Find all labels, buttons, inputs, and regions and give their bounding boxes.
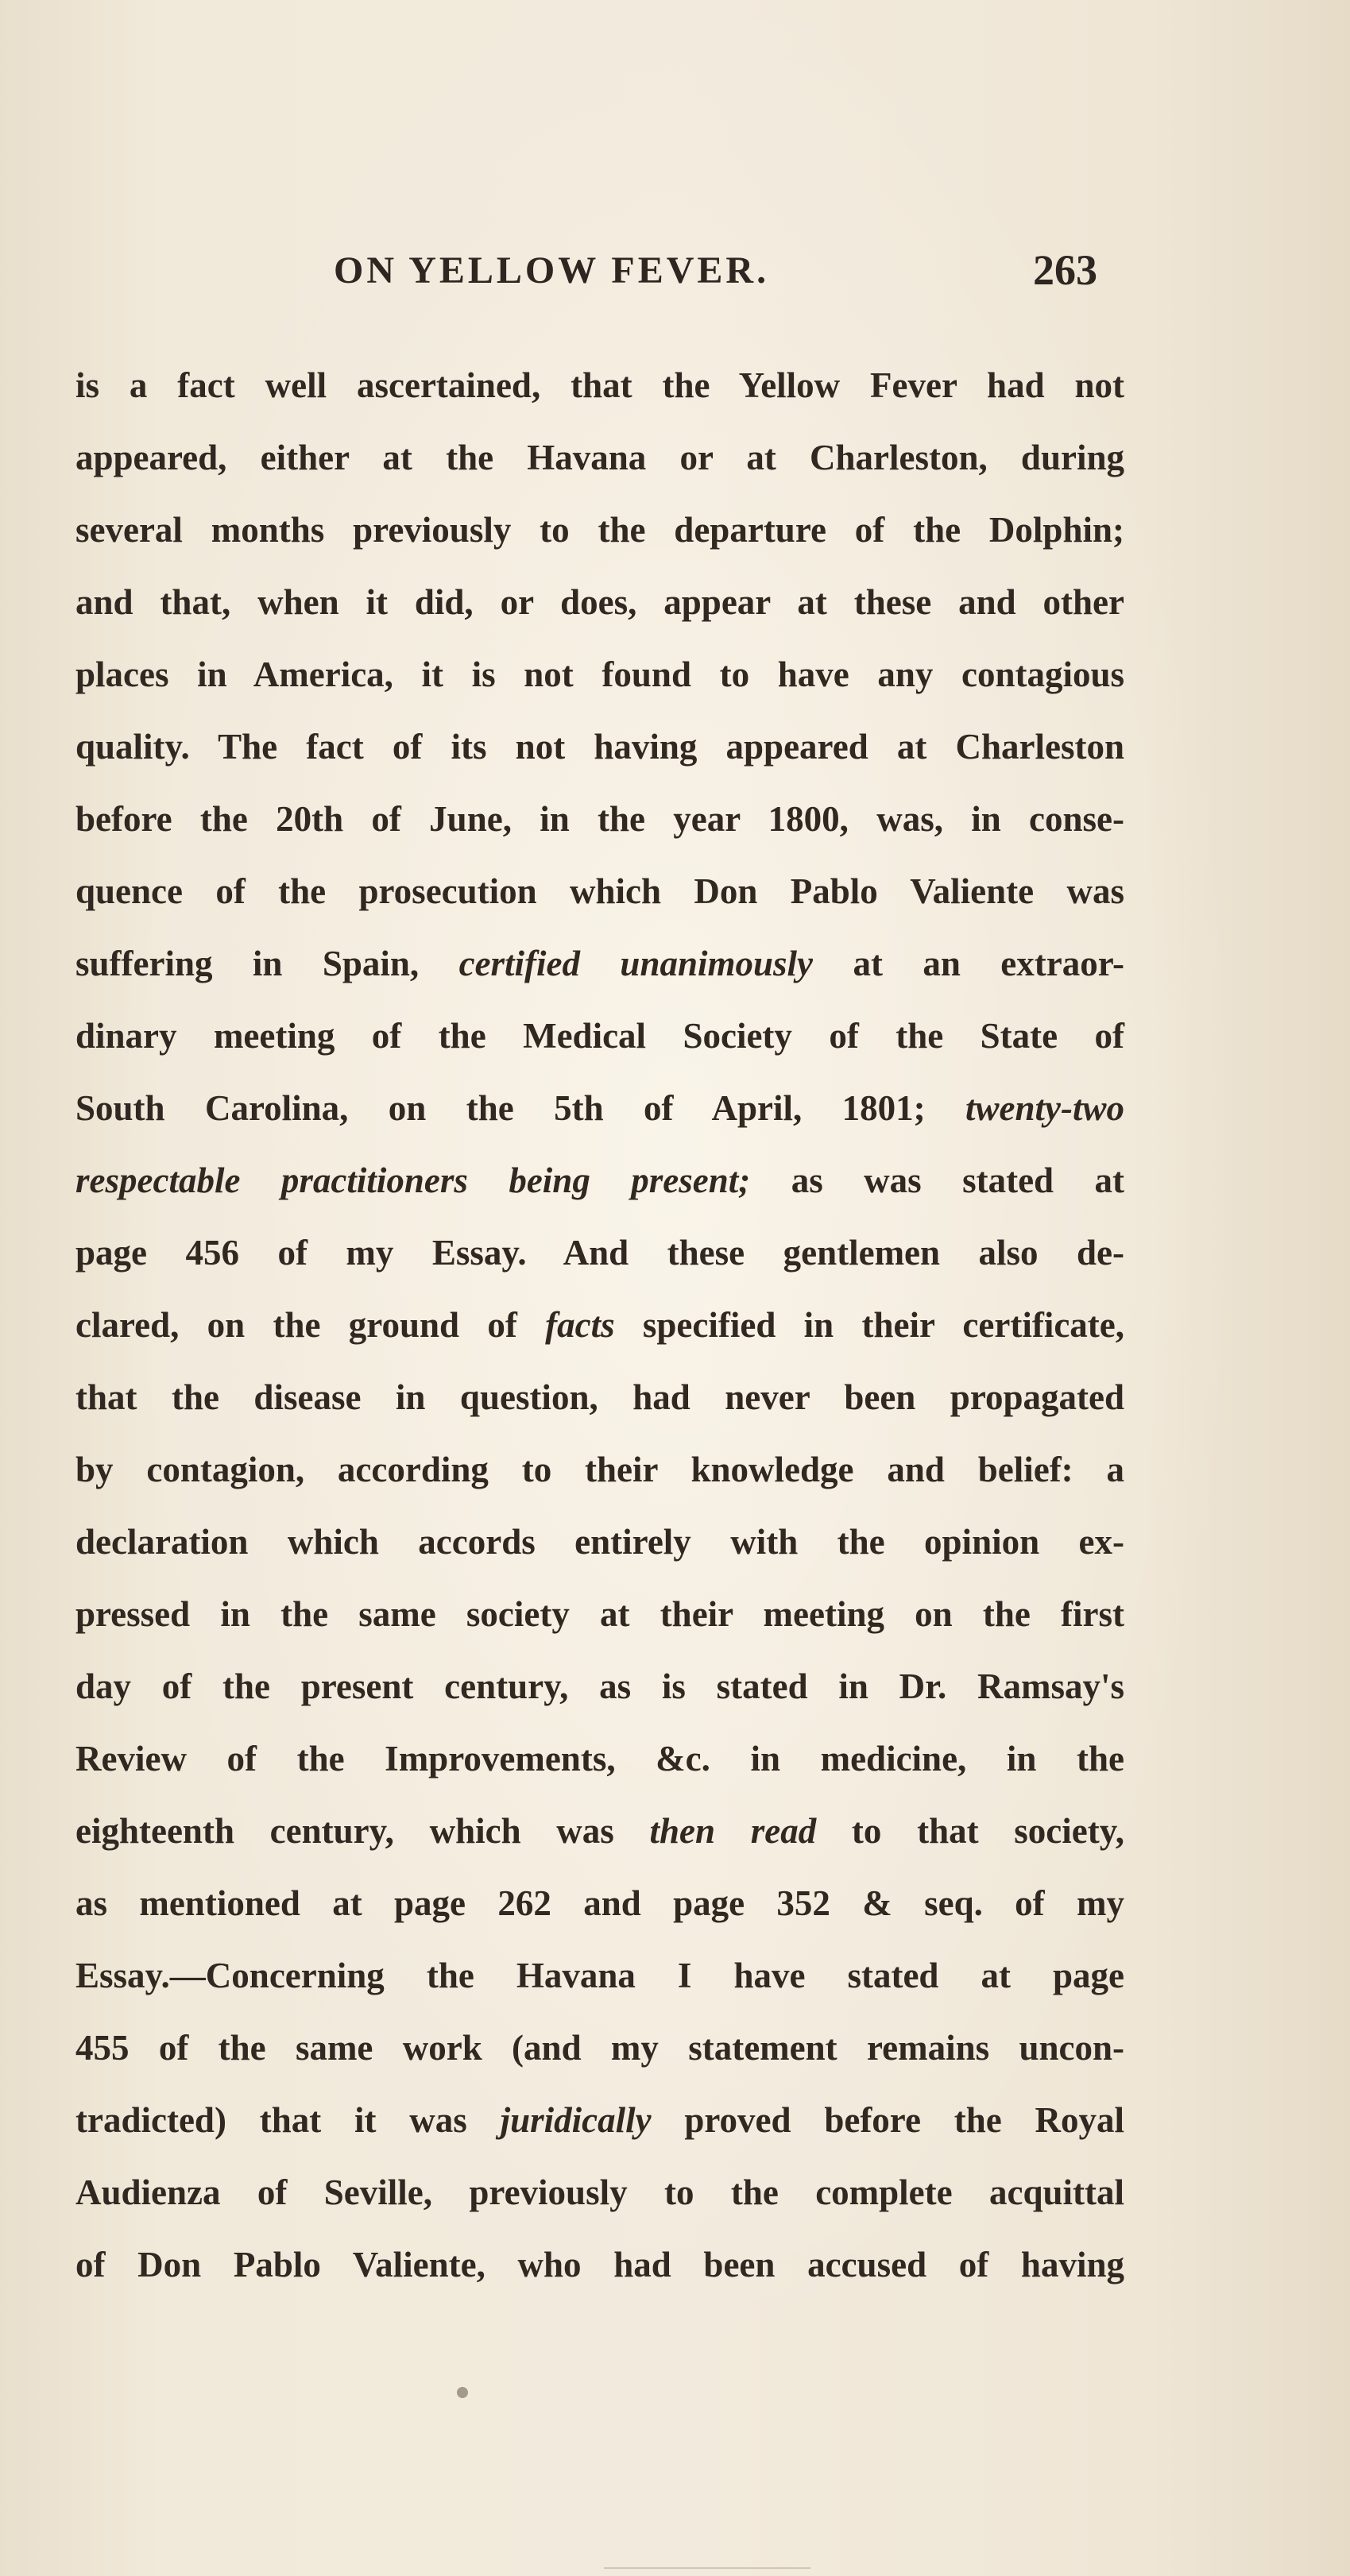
italic-segment: certified unanimously: [458, 944, 814, 983]
text-line: [75, 1940, 1124, 2012]
line-segment: of Don Pablo Valiente, who had been accused of having: [75, 2245, 1124, 2284]
italic-segment: facts: [545, 1305, 615, 1345]
text-line: [75, 2084, 1124, 2157]
line-segment: appeared, either at the Havana or at Charleston, during: [75, 438, 1124, 477]
line-segment: to that society,: [816, 1811, 1125, 1851]
text-line: [75, 1000, 1124, 1072]
signature-dot: [457, 2387, 468, 2398]
line-segment: pressed in the same society at their meeting on the first: [75, 1594, 1124, 1634]
text-line: [75, 1217, 1124, 1289]
line-segment: proved before the Royal: [651, 2100, 1124, 2140]
line-segment: page 456 of my Essay. And these gentlemen also de-: [75, 1233, 1124, 1273]
text-line: [75, 1867, 1124, 1940]
text-line: [75, 1795, 1124, 1867]
line-segment: South Carolina, on the 5th of April, 1801;: [75, 1088, 965, 1128]
body-text: [75, 350, 1124, 2301]
text-line: [75, 1506, 1124, 1578]
page-number: 263: [1033, 246, 1097, 294]
text-line: [75, 1723, 1124, 1795]
line-segment: 455 of the same work (and my statement remains uncon-: [75, 2028, 1124, 2068]
line-segment: specified in their certificate,: [614, 1305, 1125, 1345]
line-segment: quality. The fact of its not having appeared at Charleston: [75, 727, 1124, 767]
page-header: [0, 234, 1350, 298]
text-line: [75, 1434, 1124, 1506]
text-line: [75, 2157, 1124, 2229]
text-line: [75, 566, 1124, 639]
text-line: [75, 1361, 1124, 1434]
text-line: [75, 1145, 1124, 1217]
line-segment: clared, on the ground of: [75, 1305, 546, 1345]
text-line: [75, 422, 1124, 494]
italic-segment: then read: [649, 1811, 817, 1851]
italic-segment: respectable practitioners being present;: [75, 1161, 751, 1200]
line-segment: declaration which accords entirely with the opinion ex-: [75, 1522, 1124, 1562]
text-line: [75, 494, 1124, 566]
text-line: [75, 639, 1124, 711]
running-title: ON YELLOW FEVER.: [334, 249, 770, 292]
line-segment: places in America, it is not found to have any contagious: [75, 655, 1124, 694]
line-segment: and that, when it did, or does, appear at these and other: [75, 582, 1124, 622]
line-segment: dinary meeting of the Medical Society of the State of: [75, 1016, 1124, 1056]
page-edge-mark: [604, 2567, 810, 2569]
line-segment: quence of the prosecution which Don Pablo Valiente was: [75, 871, 1124, 911]
text-line: [75, 855, 1124, 928]
line-segment: several months previously to the departure of the Dolphin;: [75, 510, 1124, 550]
line-segment: Audienza of Seville, previously to the complete acquittal: [75, 2172, 1124, 2212]
line-segment: before the 20th of June, in the year 1800, was, in conse-: [75, 799, 1124, 839]
line-segment: day of the present century, as is stated in Dr. Ramsay's: [75, 1666, 1124, 1706]
line-segment: suffering in Spain,: [75, 944, 459, 983]
text-line: [75, 783, 1124, 855]
line-segment: Essay.—Concerning the Havana I have stated at page: [75, 1956, 1124, 1995]
line-segment: eighteenth century, which was: [75, 1811, 650, 1851]
text-line: [75, 1289, 1124, 1361]
line-segment: Review of the Improvements, &c. in medicine, in the: [75, 1739, 1124, 1778]
text-line: [75, 350, 1124, 422]
text-line: [75, 928, 1124, 1000]
line-segment: is a fact well ascertained, that the Yellow Fever had not: [75, 365, 1124, 405]
text-line: [75, 1578, 1124, 1651]
line-segment: as mentioned at page 262 and page 352 & seq. of my: [75, 1883, 1124, 1923]
text-line: [75, 711, 1124, 783]
text-line: [75, 2229, 1124, 2301]
line-segment: as was stated at: [750, 1161, 1124, 1200]
italic-segment: juridically: [500, 2100, 652, 2140]
text-line: [75, 1072, 1124, 1145]
line-segment: tradicted) that it was: [75, 2100, 501, 2140]
text-line: [75, 2012, 1124, 2084]
line-segment: at an extraor-: [813, 944, 1124, 983]
italic-segment: twenty-two: [965, 1088, 1124, 1128]
line-segment: by contagion, according to their knowledge and belief: a: [75, 1450, 1124, 1489]
line-segment: that the disease in question, had never been propagated: [75, 1377, 1124, 1417]
text-line: [75, 1651, 1124, 1723]
